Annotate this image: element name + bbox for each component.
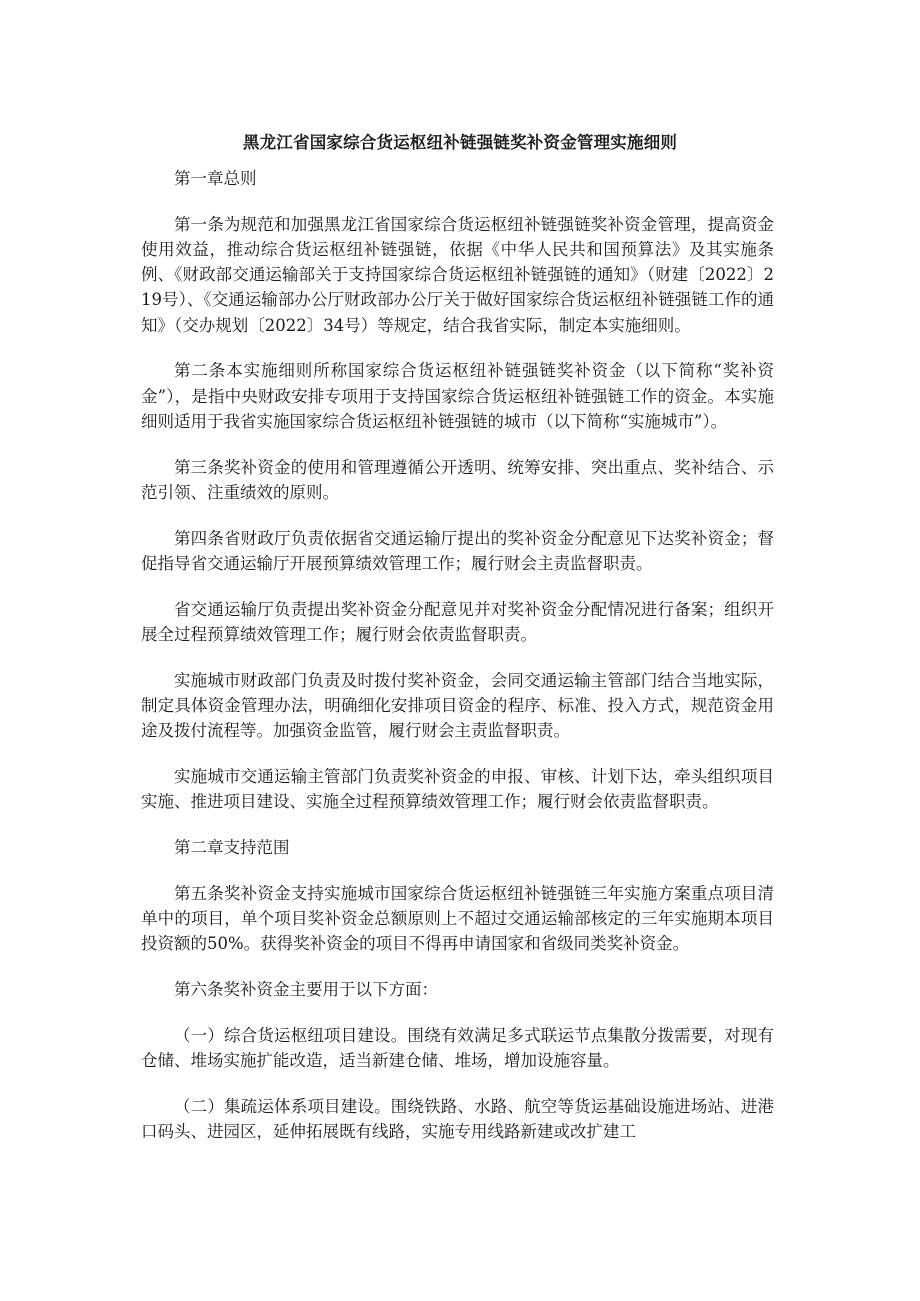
article-4: 第四条省财政厅负责依据省交通运输厅提出的奖补资金分配意见下达奖补资金；督促指导省交通运输厅开展预算绩效管理工作；履行财会主责监督职责。 (141, 528, 774, 573)
article-4-paragraph-4: 实施城市交通运输主管部门负责奖补资金的申报、审核、计划下达，牵头组织项目实施、推进项目建设、实施全过程预算绩效管理工作；履行财会依责监督职责。 (141, 766, 774, 812)
chapter-heading-1: 第一章总则 (174, 169, 257, 188)
article-1: 第一条为规范和加强黑龙江省国家综合货运枢纽补链强链奖补资金管理，提高资金使用效益，推动综合货运枢纽补链强链，依据《中华人民共和国预算法》及其实施条例、《财政部交通运输部关于支持国家综合货运枢纽补链强链的通知》（财建〔2022〕219号）、《交通运输部办公厅财政部办公厅关于做好国家综合货运枢纽补链强链工作的通知》（交办规划〔2022〕34号）等规定，结合我省实际，制定本实施细则。 (141, 214, 774, 335)
chapter-heading-2: 第二章支持范围 (174, 837, 290, 857)
article-3: 第三条奖补资金的使用和管理遵循公开透明、统筹安排、突出重点、奖补结合、示范引领、注重绩效的原则。 (141, 457, 774, 502)
article-6-item-1: （一）综合货运枢纽项目建设。围绕有效满足多式联运节点集散分拨需要，对现有仓储、堆场实施扩能改造，适当新建仓储、堆场，增加设施容量。 (141, 1025, 774, 1070)
document-title: 黑龙江省国家综合货运枢纽补链强链奖补资金管理实施细则 (242, 133, 678, 152)
article-6: 第六条奖补资金主要用于以下方面： (174, 979, 438, 999)
article-5: 第五条奖补资金支持实施城市国家综合货运枢纽补链强链三年实施方案重点项目清单中的项目，单个项目奖补资金总额原则上不超过交通运输部核定的三年实施期本项目投资额的50%。获得奖补资金的项目不得再申请国家和省级同类奖补资金。 (141, 883, 774, 954)
article-6-item-2: （二）集疏运体系项目建设。围绕铁路、水路、航空等货运基础设施进场站、进港口码头、进园区，延伸拓展既有线路，实施专用线路新建或改扩建工 (141, 1096, 774, 1141)
article-4-paragraph-2: 省交通运输厅负责提出奖补资金分配意见并对奖补资金分配情况进行备案；组织开展全过程预算绩效管理工作；履行财会依责监督职责。 (141, 599, 774, 644)
article-4-paragraph-3: 实施城市财政部门负责及时拨付奖补资金，会同交通运输主管部门结合当地实际，制定具体资金管理办法，明确细化安排项目资金的程序、标准、投入方式，规范资金用途及拨付流程等。加强资金监管，履行财会主责监督职责。 (141, 670, 774, 741)
document-body (141, 166, 774, 1165)
article-2: 第二条本实施细则所称国家综合货运枢纽补链强链奖补资金（以下简称“奖补资金”），是指中央财政安排专项用于支持国家综合货运枢纽补链强链工作的资金。本实施细则适用于我省实施国家综合货运枢纽补链强链的城市（以下简称“实施城市”）。 (141, 361, 774, 431)
